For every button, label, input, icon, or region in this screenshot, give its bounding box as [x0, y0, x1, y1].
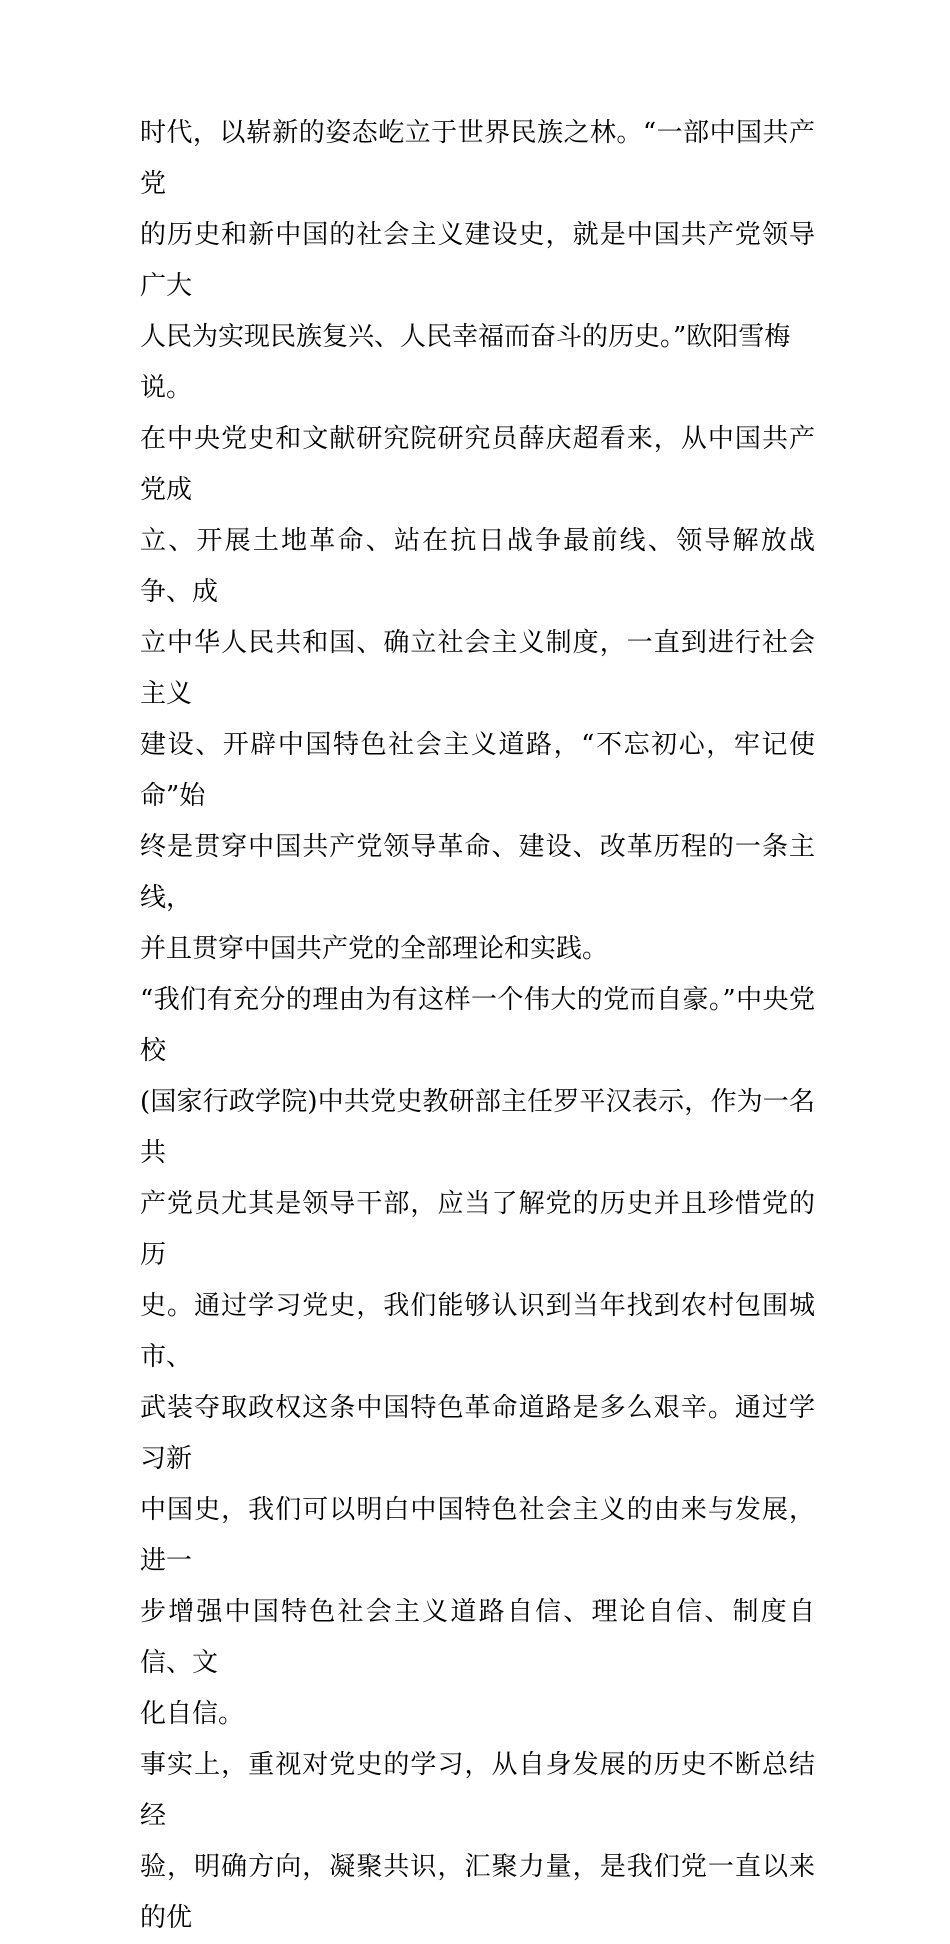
document-body — [140, 108, 815, 1944]
paragraph-4: 事实上，重视对党史的学习，从自身发展的历史不断总结经 验，明确方向，凝聚共识，汇聚力量，是我们党一直以来的优 — [140, 1750, 815, 1933]
paragraph-2: 在中央党史和文献研究院研究员薛庆超看来，从中国共产党成 立、开展土地革命、站在抗日战争最前线、领导解放战争、成 立中华人民共和国、确立社会主义制度，一直到进行社会主义 建设、开辟中国特色社会主义道路，“不忘初心，牢记使命”始 终是贯穿中国共产党领导革命、建设、改革历程的一条主线， 并且贯穿中国共产党的全部理论和实践。 — [140, 424, 815, 964]
paragraph-1: 时代，以崭新的姿态屹立于世界民族之林。“一部中国共产党 的历史和新中国的社会主义建设史，就是中国共产党领导广大 人民为实现民族复兴、人民幸福而奋斗的历史。”欧阳雪梅 说。 — [140, 118, 815, 403]
paragraph-3: “我们有充分的理由为有这样一个伟大的党而自豪。”中央党校 (国家行政学院)中共党史教研部主任罗平汉表示，作为一名共 产党员尤其是领导干部，应当了解党的历史并且珍惜党的历 史。通过学习党史，我们能够认识到当年找到农村包围城市、 武装夺取政权这条中国特色革命道路是多么艰辛。通过学习新 中国史，我们可以明白中国特色社会主义的由来与发展，进一 步增强中国特色社会主义道路自信、理论自信、制度自信、文 化自信。 — [140, 985, 815, 1729]
